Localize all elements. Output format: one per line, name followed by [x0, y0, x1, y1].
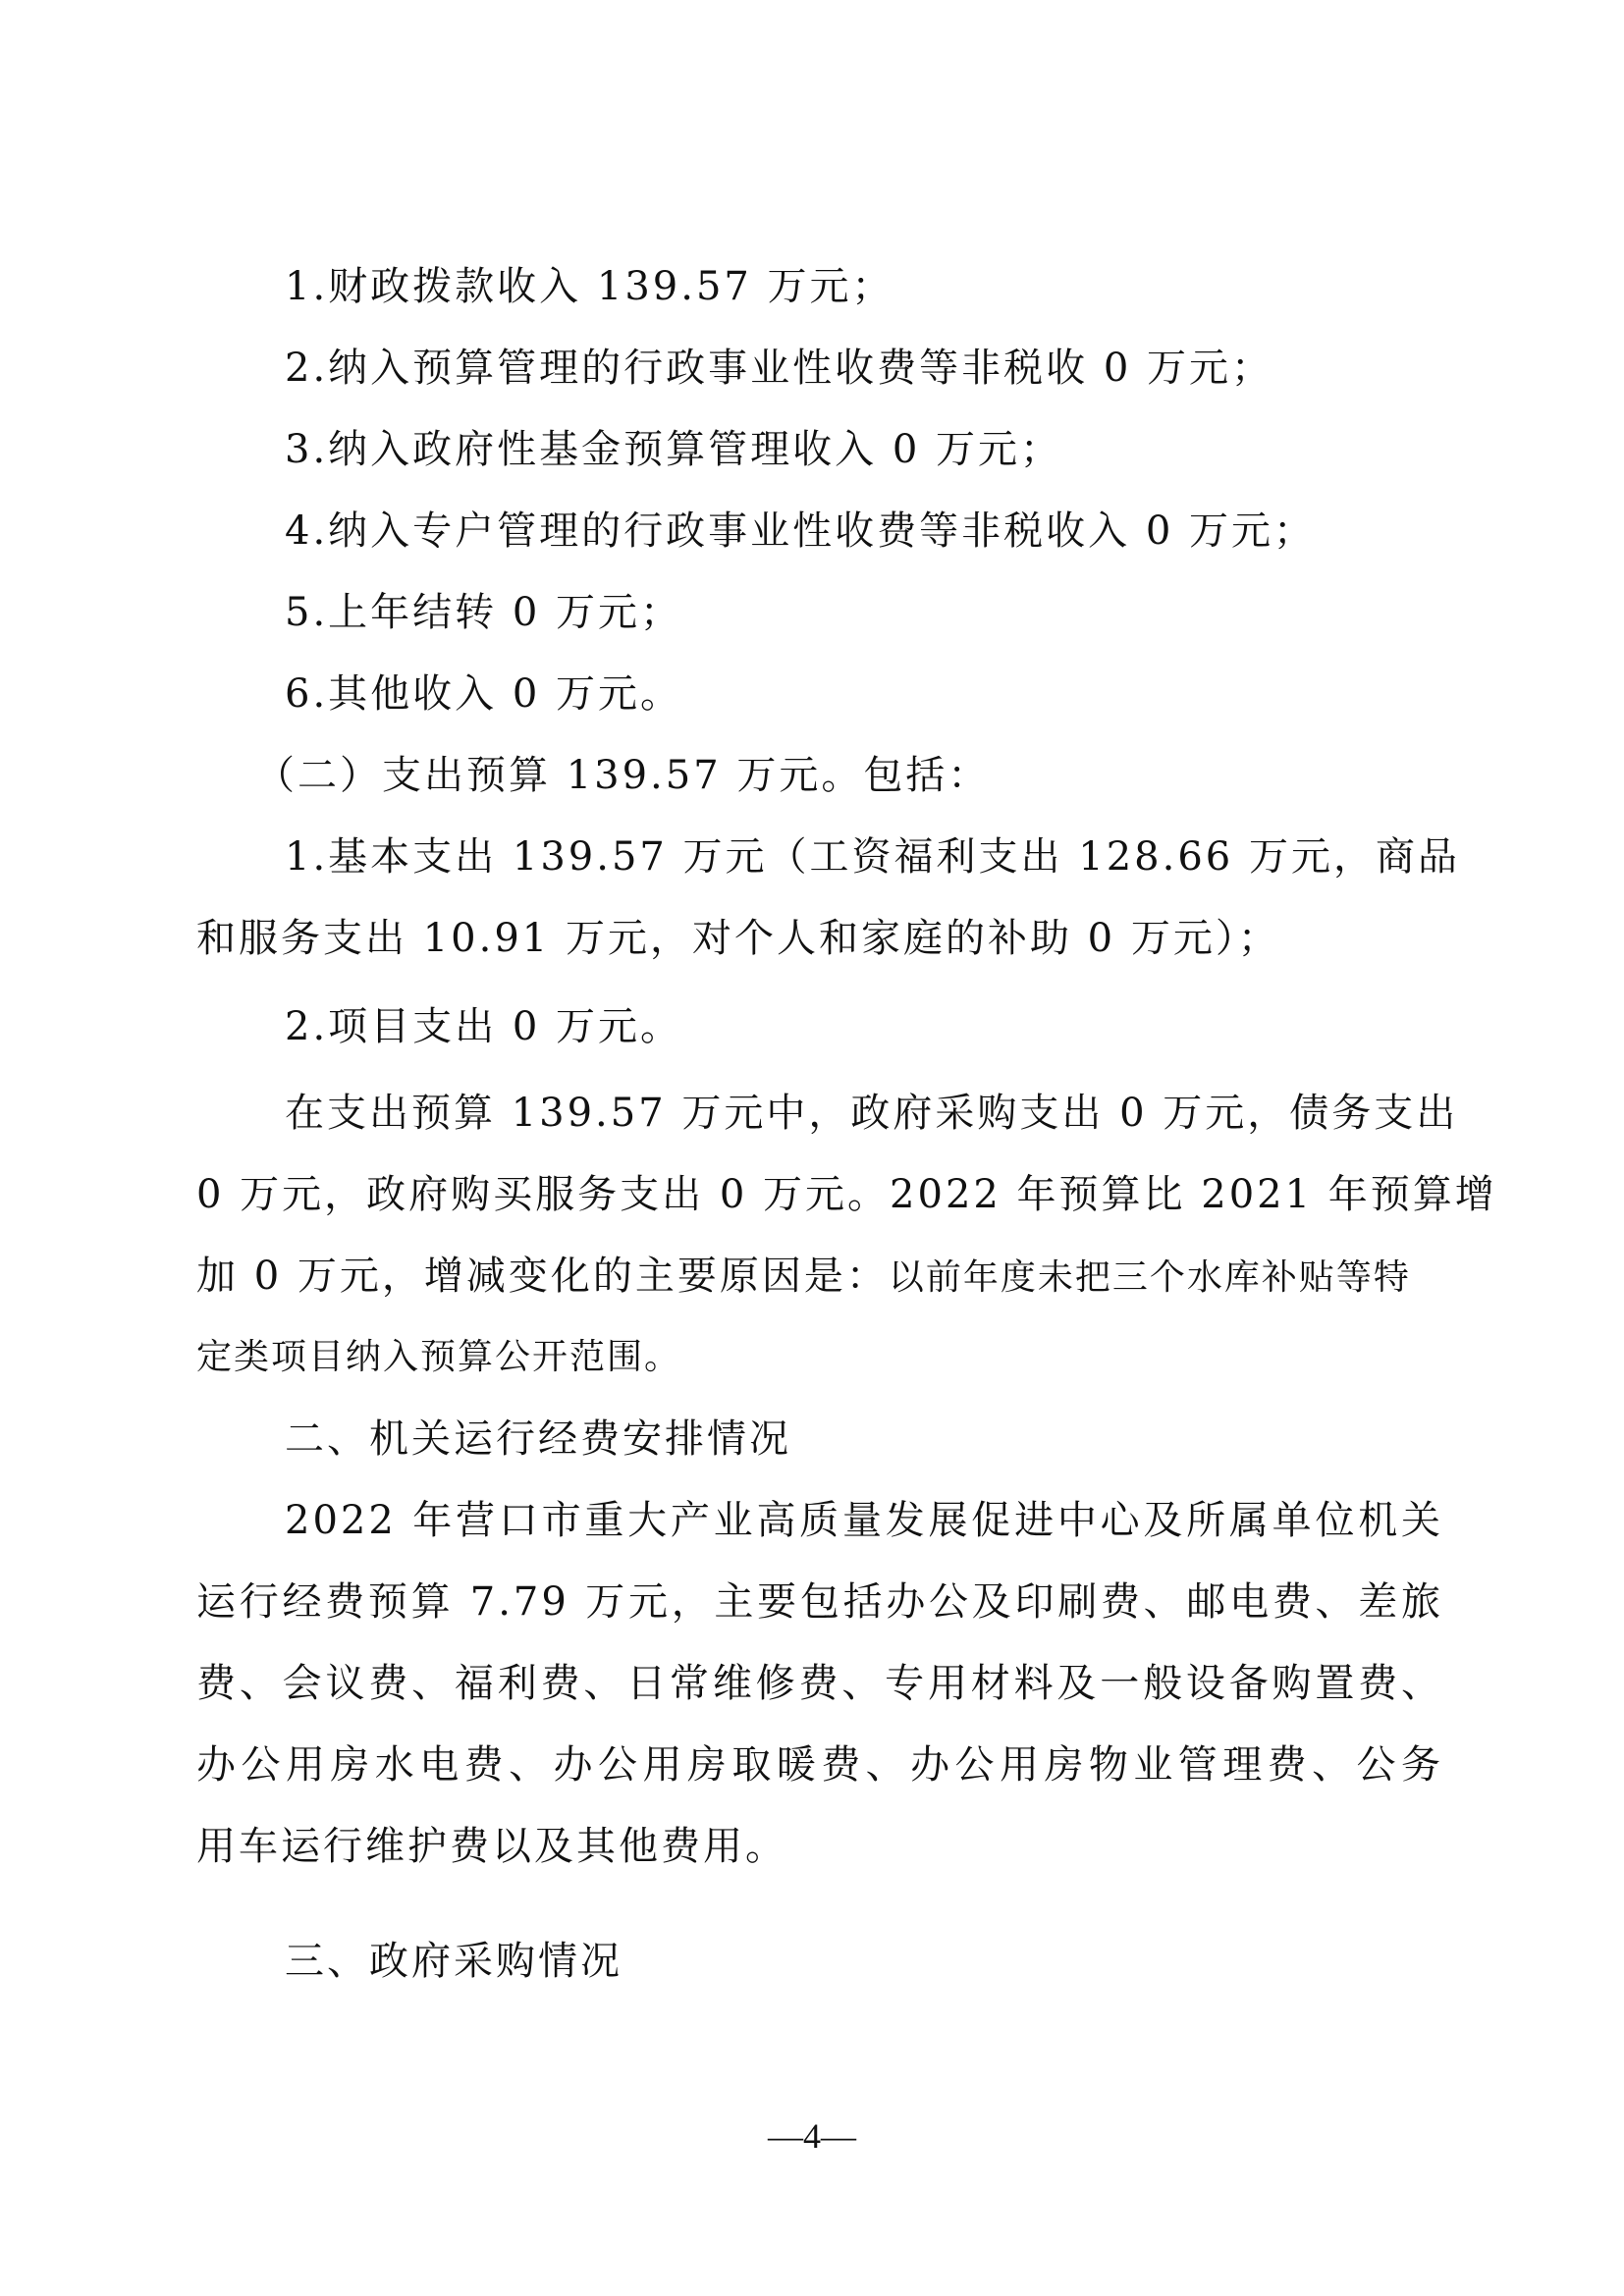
procurement-paragraph-line-3-small: 以前年度未把三个水库补贴等特	[888, 1257, 1411, 1298]
expenditure-item-1-line-2: 和服务支出 10.91 万元，对个人和家庭的补助 0 万元）；	[196, 916, 1280, 961]
income-item-6: 6.其他收入 0 万元。	[285, 671, 683, 717]
section-2-heading: 二、机关运行经费安排情况	[285, 1416, 791, 1462]
income-item-2: 2.纳入预算管理的行政事业性收费等非税收 0 万元；	[285, 346, 1274, 391]
procurement-paragraph-line-3	[196, 1249, 1443, 1306]
section-2-paragraph-line-5: 用车运行维护费以及其他费用。	[196, 1824, 787, 1869]
income-item-4: 4.纳入专户管理的行政事业性收费等非税收入 0 万元；	[285, 508, 1317, 554]
procurement-paragraph-line-3-main: 加 0 万元，增减变化的主要原因是：	[196, 1254, 889, 1299]
section-2-paragraph-line-1: 2022 年营口市重大产业高质量发展促进中心及所属单位机关	[285, 1498, 1443, 1543]
section-2-paragraph-line-4: 办公用房水电费、办公用房取暖费、办公用房物业管理费、公务	[196, 1742, 1443, 1788]
page-number: —4—	[768, 2116, 856, 2156]
procurement-paragraph-line-4: 定类项目纳入预算公开范围。	[196, 1337, 682, 1377]
procurement-paragraph-line-2: 0 万元，政府购买服务支出 0 万元。2022 年预算比 2021 年预算增	[196, 1172, 1497, 1217]
expenditure-item-1-line-1: 1.基本支出 139.57 万元（工资福利支出 128.66 万元，商品	[285, 834, 1460, 880]
procurement-paragraph-line-1: 在支出预算 139.57 万元中，政府采购支出 0 万元，债务支出	[285, 1091, 1459, 1136]
section-3-heading: 三、政府采购情况	[285, 1939, 623, 1984]
section-2-paragraph-line-3: 费、会议费、福利费、日常维修费、专用材料及一般设备购置费、	[196, 1661, 1443, 1706]
expenditure-item-2: 2.项目支出 0 万元。	[285, 1004, 683, 1049]
income-item-3: 3.纳入政府性基金预算管理收入 0 万元；	[285, 427, 1063, 472]
income-item-5: 5.上年结转 0 万元；	[285, 590, 683, 635]
income-item-1: 1.财政拨款收入 139.57 万元；	[285, 264, 894, 309]
section-2-paragraph-line-2: 运行经费预算 7.79 万元，主要包括办公及印刷费、邮电费、差旅	[196, 1579, 1443, 1625]
expenditure-heading: （二）支出预算 139.57 万元。包括：	[255, 753, 991, 798]
